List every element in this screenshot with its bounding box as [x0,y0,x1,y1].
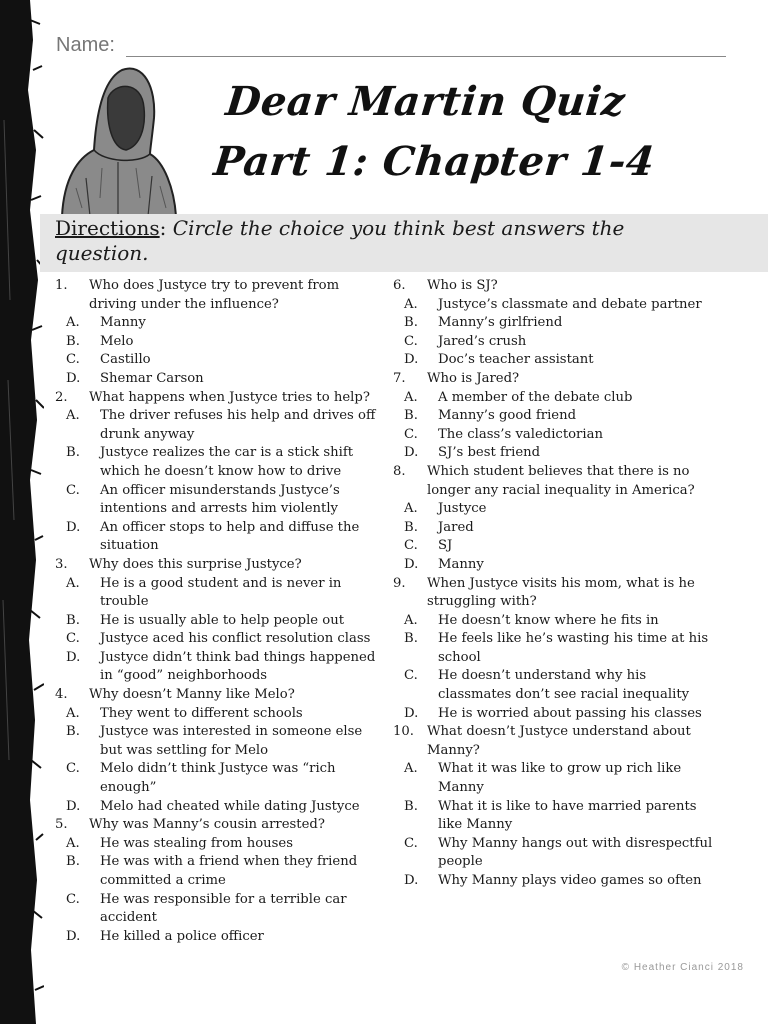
question-number: 1. [55,278,68,293]
choice-letter: A. [404,296,418,312]
question-number: 4. [55,687,68,703]
answer-choice[interactable] [55,407,380,444]
choice-text: He is a good student and is never in trouble [100,575,342,610]
choice-letter: C. [66,761,80,777]
choice-text: Melo [100,333,134,349]
question-text: What happens when Justyce tries to help? [89,389,370,405]
answer-choice[interactable] [393,835,723,872]
answer-choice[interactable] [55,649,380,686]
answer-choice[interactable] [393,630,723,667]
answer-choice[interactable] [393,556,723,575]
choice-text: Jared [438,519,474,535]
choice-text: The class’s valedictorian [438,426,603,442]
choice-text: What it is like to have married parents like Manny [438,798,697,833]
answer-choice[interactable] [55,705,380,724]
answer-choice[interactable] [393,798,723,835]
choice-text: An officer misunderstands Justyce’s intentions and arrests him violently [100,482,340,517]
choice-letter: B. [404,408,418,424]
choice-text: Justyce didn’t think bad things happened in “good” neighborhoods [100,649,376,684]
answer-choice[interactable] [393,537,723,556]
choice-text: Jared’s crush [438,333,527,349]
question-number: 3. [55,556,68,572]
question-text: What doesn’t Justyce understand about Manny? [427,724,691,758]
choice-letter: B. [66,445,80,461]
question-number: 6. [393,278,406,293]
choice-letter: C. [404,426,418,442]
question-text: Who does Justyce try to prevent from driving under the influence? [89,278,340,312]
answer-choice[interactable] [393,407,723,426]
question-1 [55,277,380,314]
choice-text: Justyce was interested in someone else but was settling for Melo [100,724,363,758]
answer-choice[interactable] [393,872,723,891]
choice-text: Justyce realizes the car is a stick shift which he doesn’t know how to drive [100,445,354,479]
choice-text: He was responsible for a terrible car accident [100,891,347,926]
choice-letter: A. [404,389,418,405]
directions-label: Directions [55,216,160,240]
choice-letter: D. [66,649,81,665]
choice-letter: B. [66,724,80,740]
choice-text: Justyce [438,501,487,517]
question-text: Why was Manny’s cousin arrested? [89,817,325,833]
question-number: 9. [393,575,406,591]
answer-choice[interactable] [393,333,723,352]
answer-choice[interactable] [393,314,723,333]
choice-text: Manny’s good friend [438,408,577,424]
choice-letter: D. [66,519,81,535]
choice-letter: B. [404,315,418,331]
answer-choice[interactable] [55,853,380,890]
choice-letter: D. [404,873,419,888]
hooded-figure-illustration [56,58,180,216]
choice-text: He doesn’t understand why his classmates don’t see racial inequality [438,668,690,703]
choice-text: He doesn’t know where he fits in [438,612,659,628]
answer-choice[interactable] [393,519,723,538]
question-number: 2. [55,389,68,405]
choice-text: Justyce aced his conflict resolution class [100,631,371,647]
answer-choice[interactable] [393,612,723,631]
choice-letter: B. [404,631,418,647]
question-4 [55,686,380,705]
directions-text: Circle the choice you think best answers the question. [55,216,625,265]
answer-choice[interactable] [55,333,380,352]
choice-letter: D. [404,705,419,721]
choice-letter: D. [66,928,81,944]
question-10 [393,723,723,760]
question-text: Why doesn’t Manny like Melo? [89,687,295,703]
choice-text: Shemar Carson [100,370,204,386]
choice-letter: A. [66,835,80,851]
choice-letter: D. [404,352,419,368]
question-3 [55,556,380,575]
directions: Directions: Circle the choice you think best answers the question. [55,216,625,265]
quiz-title: Dear Martin Quiz [223,78,628,125]
question-2 [55,389,380,408]
choice-letter: D. [66,370,81,386]
choice-text: He was with a friend when they friend committed a crime [100,854,358,888]
question-number: 7. [393,370,406,386]
grunge-border [0,0,44,1024]
choice-text: He is worried about passing his classes [438,705,702,721]
choice-text: Melo had cheated while dating Justyce [100,798,360,814]
answer-choice[interactable] [393,760,723,797]
choice-letter: C. [66,631,80,647]
choice-text: Manny’s girlfriend [438,315,563,331]
choice-letter: A. [404,612,418,628]
choice-text: Justyce’s classmate and debate partner [438,296,702,312]
choice-letter: B. [66,333,80,349]
choice-text: Why Manny hangs out with disrespectful people [438,835,713,870]
answer-choice[interactable] [55,928,380,947]
answer-choice[interactable] [393,667,723,704]
answer-choice[interactable] [393,351,723,370]
question-8 [393,463,723,500]
answer-choice[interactable] [393,426,723,445]
choice-text: Manny [100,315,146,331]
choice-text: He killed a police officer [100,928,264,944]
choice-letter: D. [404,445,419,461]
answer-choice[interactable] [55,519,380,556]
question-number: 8. [393,463,406,479]
answer-choice[interactable] [393,500,723,519]
choice-letter: B. [66,854,80,870]
choice-text: He feels like he’s wasting his time at his school [438,631,709,665]
choice-text: They went to different schools [100,705,303,721]
answer-choice[interactable] [55,370,380,389]
choice-text: SJ’s best friend [438,445,541,461]
question-number: 5. [55,817,68,833]
answer-choice[interactable] [55,798,380,817]
name-field-line[interactable] [126,56,726,57]
answer-choice[interactable] [393,296,723,315]
choice-text: Melo didn’t think Justyce was “rich enough” [100,761,336,796]
answer-choice[interactable] [55,351,380,370]
choice-letter: D. [404,556,419,572]
choice-text: Doc’s teacher assistant [438,352,594,368]
choice-letter: A. [66,575,80,591]
answer-choice[interactable] [55,482,380,519]
question-text: Who is Jared? [427,370,520,386]
choice-letter: C. [404,835,418,851]
choice-text: Why Manny plays video games so often [438,873,702,888]
choice-letter: C. [66,482,80,498]
quiz-subtitle: Part 1: Chapter 1-4 [211,138,657,185]
choice-letter: A. [66,315,80,331]
questions-column-right [393,277,723,891]
answer-choice[interactable] [55,575,380,612]
choice-text: Castillo [100,352,151,368]
question-text: Who is SJ? [427,278,498,293]
choice-letter: B. [404,519,418,535]
copyright: © Heather Cianci 2018 [621,962,744,973]
questions-column-left [55,277,380,946]
question-text: Which student believes that there is no longer any racial inequality in America? [427,463,695,498]
answer-choice[interactable] [55,760,380,797]
choice-letter: C. [404,538,418,554]
choice-text: The driver refuses his help and drives off drunk anyway [100,408,376,442]
question-number: 10. [393,724,414,740]
choice-text: What it was like to grow up rich like Manny [438,761,682,796]
question-text: When Justyce visits his mom, what is he struggling with? [427,575,695,610]
answer-choice[interactable] [55,835,380,854]
question-7 [393,370,723,389]
choice-text: Manny [438,556,484,572]
choice-letter: A. [404,501,418,517]
choice-letter: C. [404,668,418,684]
choice-letter: C. [404,333,418,349]
choice-letter: A. [66,408,80,424]
answer-choice[interactable] [393,444,723,463]
choice-text: A member of the debate club [438,389,633,405]
choice-text: He is usually able to help people out [100,612,345,628]
choice-letter: C. [66,352,80,368]
choice-letter: D. [66,798,81,814]
question-6 [393,277,723,296]
question-5 [55,816,380,835]
choice-letter: B. [404,798,418,814]
question-text: Why does this surprise Justyce? [89,556,302,572]
answer-choice[interactable] [393,705,723,724]
choice-text: An officer stops to help and diffuse the situation [100,519,360,554]
answer-choice[interactable] [55,891,380,928]
answer-choice[interactable] [55,723,380,760]
question-9 [393,575,723,612]
name-label: Name: [56,34,115,56]
answer-choice[interactable] [55,612,380,631]
choice-letter: A. [404,761,418,777]
name-row [56,32,726,60]
choice-letter: A. [66,705,80,721]
answer-choice[interactable] [393,389,723,408]
answer-choice[interactable] [55,444,380,481]
choice-letter: B. [66,612,80,628]
choice-text: He was stealing from houses [100,835,293,851]
choice-text: SJ [438,538,453,554]
answer-choice[interactable] [55,314,380,333]
answer-choice[interactable] [55,630,380,649]
choice-letter: C. [66,891,80,907]
